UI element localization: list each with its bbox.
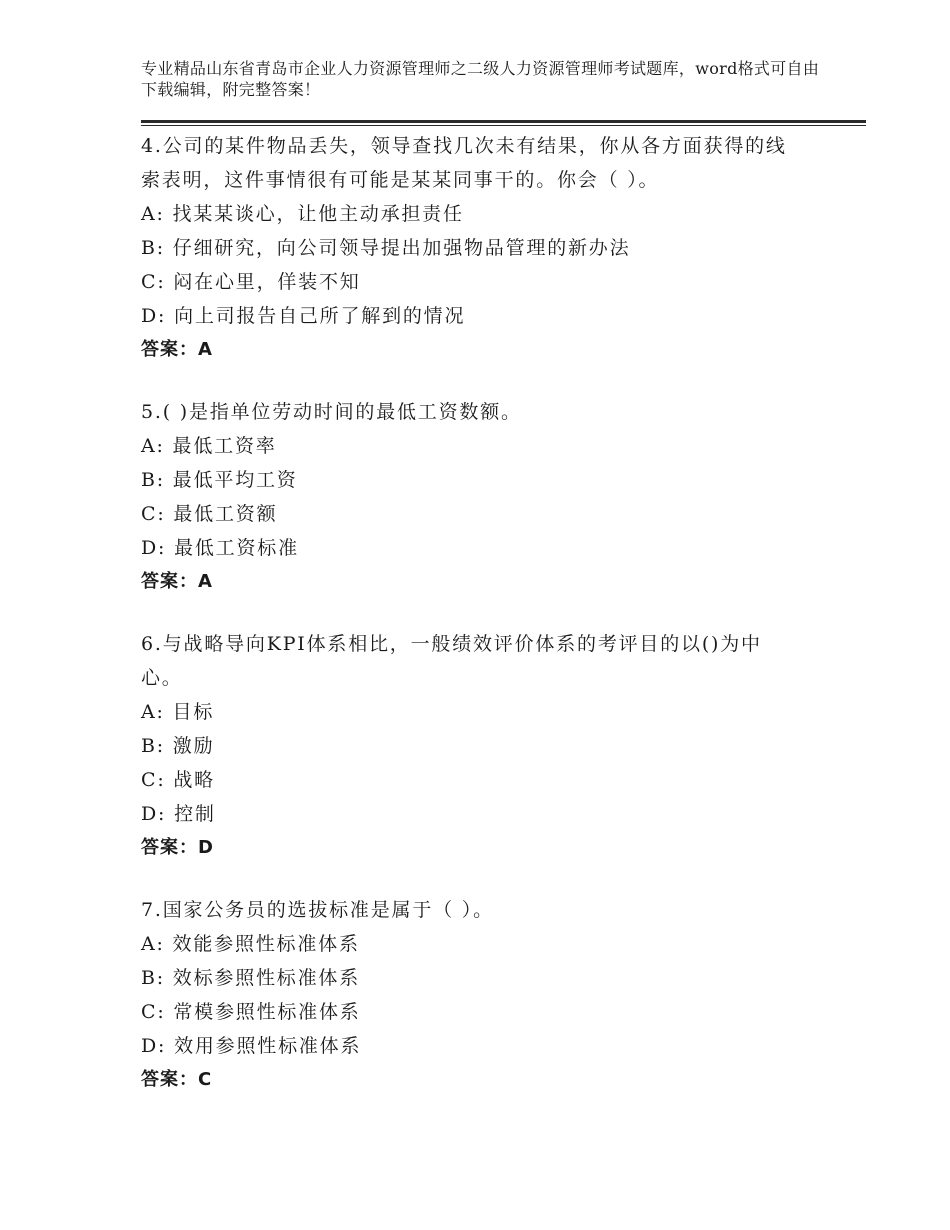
answer-label: 答案：A: [141, 339, 213, 360]
question-6: [141, 627, 801, 865]
option-d: D: 效用参照性标准体系: [141, 1035, 362, 1057]
option-a: A: 找某某谈心，让他主动承担责任: [141, 203, 464, 225]
option-b: B: 激励: [141, 735, 215, 757]
option-b: B: 最低平均工资: [141, 469, 298, 491]
option-d: D: 向上司报告自己所了解到的情况: [141, 305, 466, 327]
option-a: A: 目标: [141, 701, 215, 723]
option-a: A: 最低工资率: [141, 435, 277, 457]
option-d: D: 控制: [141, 803, 216, 825]
answer-label: 答案：A: [141, 571, 213, 592]
answer-label: 答案：D: [141, 837, 214, 858]
option-c: C: 战略: [141, 769, 215, 791]
option-c: C: 最低工资额: [141, 503, 278, 525]
option-b: B: 效标参照性标准体系: [141, 967, 361, 989]
option-c: C: 闷在心里，佯装不知: [141, 271, 361, 293]
option-a: A: 效能参照性标准体系: [141, 933, 360, 955]
option-d: D: 最低工资标准: [141, 537, 299, 559]
question-list: [141, 129, 801, 1125]
question-stem: 4.公司的某件物品丢失，领导查找几次未有结果，你从各方面获得的线索表明，这件事情很有可能是某某同事干的。你会（ ）。: [141, 135, 787, 191]
question-stem: 5.( )是指单位劳动时间的最低工资数额。: [141, 401, 522, 423]
question-7: [141, 893, 801, 1097]
answer-label: 答案：C: [141, 1069, 213, 1090]
document-header: 专业精品山东省青岛市企业人力资源管理师之二级人力资源管理师考试题库，word格式可自由下载编辑，附完整答案！: [141, 59, 820, 99]
question-stem: 6.与战略导向KPI体系相比，一般绩效评价体系的考评目的以()为中心。: [141, 633, 762, 689]
option-b: B: 仔细研究，向公司领导提出加强物品管理的新办法: [141, 237, 631, 259]
question-stem: 7.国家公务员的选拔标准是属于（ ）。: [141, 899, 494, 921]
option-c: C: 常模参照性标准体系: [141, 1001, 361, 1023]
question-4: [141, 129, 801, 367]
header-rule-thin: [141, 125, 866, 126]
header-rule-thick: [141, 120, 866, 123]
question-5: [141, 395, 801, 599]
